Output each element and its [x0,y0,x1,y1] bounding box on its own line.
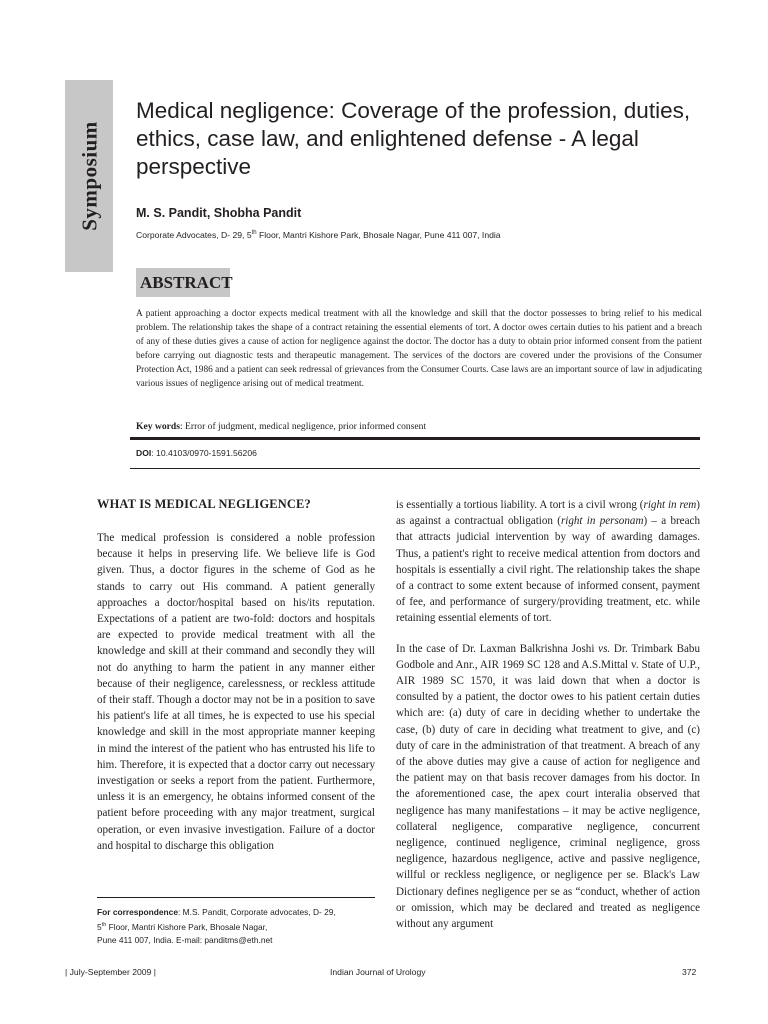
body-paragraph: In the case of Dr. Laxman Balkrishna Joshi vs. Dr. Trimbark Babu Godbole and Anr., AIR 1969 SC 128 and A.S.Mittal v. State of U.P., AIR 1989 SC 1570, it was laid down that when a doctor is consulted by a patient, the doctor owes to his patient certain duties which are: (a) duty of care in deciding whether to undertake the case, (b) duty of care in deciding what treatment to give, and (c) duty of care in the administration of that treatment. A breach of any of the above duties may give a cause of action for negligence and the patient may on that basis recover damages from his doctor. In the aforementioned case, the apex court interalia observed that negligence has many manifestations – it may be active negligence, collateral negligence, comparative negligence, concurrent negligence, continued negligence, criminal negligence, gross negligence, hazardous negligence, active and passive negligence, willful or reckless negligence, or negligence per se. Black's Law Dictionary defines negligence per se as “conduct, whether of action or omission, which may be declared and treated as negligence without any argument [396,642,700,931]
affiliation: Corporate Advocates, D- 29, 5th Floor, Mantri Kishore Park, Bhosale Nagar, Pune 411 007, India [136,230,501,240]
section-heading: WHAT IS MEDICAL NEGLIGENCE? [97,497,311,511]
authors: M. S. Pandit, Shobha Pandit [136,206,302,220]
section-tab-label: Symposium [77,121,102,231]
divider-thin [130,468,700,469]
body-right-column [396,497,700,932]
abstract-text: A patient approaching a doctor expects medical treatment with all the knowledge and skill that the doctor possesses to bring relief to his medical problem. The relationship takes the shape of a contract retaining the essential elements of tort. A doctor owes certain duties to his patient and a breach of any of these duties gives a cause of action for negligence against the doctor. The doctor has a duty to obtain prior informed consent from the patient before carrying out diagnostic tests and therapeutic management. The services of the doctors are covered under the provisions of the Consumer Protection Act, 1986 and a patient can seek redressal of grievances from the Consumer Courts. Case laws are an important source of law in adjudicating various issues of negligence arising out of medical treatment. [136,309,702,390]
body-paragraph: is essentially a tortious liability. A tort is a civil wrong (right in rem) as against a contractual obligation (right in personam) – a breach that attracts judicial intervention by way of awarding damages. Thus, a patient's right to receive medical attention from doctors and hospitals is essentially a civil right. The relationship takes the shape of a contract to some extent because of informed consent, payment of fee, and performance of surgery/providing treatment, etc. while retaining essential elements of tort. [396,499,701,625]
doi-label: DOI [136,448,152,458]
correspondence-label: For correspondence [97,907,178,917]
correspondence-divider [97,897,375,898]
footer-issue: | July-September 2009 | [65,967,156,977]
doi [136,448,257,458]
keywords [136,421,702,432]
footer-page-number: 372 [682,967,697,977]
keywords-label: Key words [136,421,180,432]
article-title: Medical negligence: Coverage of the profession, duties, ethics, case law, and enlightened defense - A legal perspective [136,98,691,179]
body-left-column: The medical profession is considered a noble profession because it helps in preserving life. We believe life is God given. Thus, a doctor figures in the scheme of God as he stands to carry out His command. A patient generally approaches a doctor/hospital based on his/its reputation. Expectations of a patient are two-fold: doctors and hospitals are expected to provide medical treatment with all the knowledge and skill at their command and secondly they will not do anything to harm the patient in any manner either because of their negligence, carelessness, or reckless attitude of their staff. Though a doctor may not be in a position to save his patient's life at all times, he is expected to use his special knowledge and skill in the most appropriate manner keeping in mind the interest of the patient who has entrusted his life to him. Therefore, it is expected that a doctor carry out necessary investigation or seeks a report from the patient. Furthermore, unless it is an emergency, he obtains informed consent of the patient before proceeding with any major treatment, surgical operation, or even invasive investigation. Failure of a doctor and hospital to discharge this obligation [97,532,375,852]
doi-text: : 10.4103/0970-1591.56206 [151,448,257,458]
divider-thick [130,437,700,440]
keywords-text: : Error of judgment, medical negligence, prior informed consent [179,421,427,432]
abstract-heading: ABSTRACT [136,268,230,297]
correspondence-note: For correspondence: M.S. Pandit, Corporate advocates, D- 29, 5th Floor, Mantri Kishore Park, Bhosale Nagar, Pune 411 007, India. E-mail: panditms@eth.net [97,907,336,946]
footer-journal: Indian Journal of Urology [330,967,426,977]
